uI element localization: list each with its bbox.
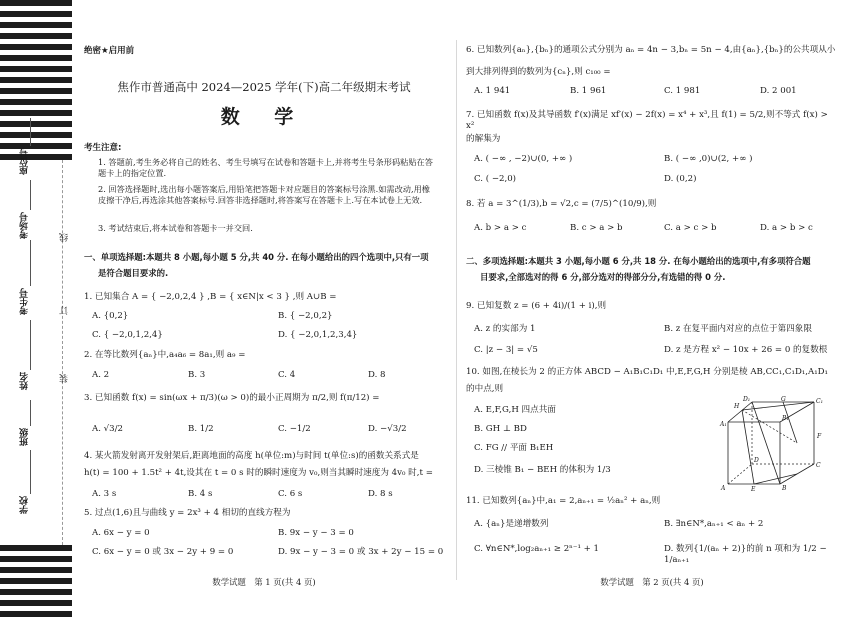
- field-line: [30, 240, 31, 286]
- section1-line2: 是符合题目要求的.: [98, 267, 169, 278]
- vertex-label: B: [782, 485, 787, 492]
- column-divider: [456, 40, 457, 580]
- option: D. 数列{1/(aₙ + 2)}的前 n 项和为 1/2 − 1/aₙ₊₁: [664, 544, 827, 565]
- option: B. { −2,0,2}: [278, 311, 333, 321]
- option: C. FG // 平面 B₁EH: [474, 443, 554, 453]
- option: C. 6x − y = 0 或 3x − 2y + 9 = 0: [92, 547, 234, 557]
- option: A. 6x − y = 0: [92, 528, 150, 538]
- option: D. a > b > c: [760, 223, 813, 233]
- option: D. 2 001: [760, 86, 797, 96]
- option: D. { −2,0,1,2,3,4}: [278, 330, 358, 340]
- option: A. 3 s: [92, 489, 117, 499]
- right-column: [466, 0, 838, 622]
- option: C. 6 s: [278, 489, 303, 499]
- question-stem: 1. 已知集合 A = { −2,0,2,4 } ,B = { x∈N|x < 3 } ,则 A∪B =: [84, 292, 337, 302]
- option: A. {aₙ}是递增数列: [474, 519, 549, 529]
- page-footer: 数学试题 第 1 页(共 4 页): [212, 577, 316, 587]
- option: B. z 在复平面内对应的点位于第四象限: [664, 324, 812, 334]
- question-options: [92, 370, 444, 382]
- section-line: [752, 402, 780, 484]
- question-options: [474, 544, 838, 565]
- vertex-label: C₁: [816, 398, 823, 405]
- question-stem-cont: 到大排列得到的数列为{cₙ},则 c₁₀₀ =: [466, 67, 611, 77]
- question-options: [474, 154, 838, 166]
- section2-line2: 目要求,全部选对的得 6 分,部分选对的得部分分,有选错的得 0 分.: [480, 271, 726, 282]
- option: A. ( −∞ , −2)∪(0, +∞ ): [474, 154, 573, 164]
- question-options: [92, 311, 444, 323]
- question-stem: 9. 已知复数 z = (6 + 4i)/(1 + i),则: [466, 301, 607, 311]
- question-stem: 8. 若 a = 3^(1/3),b = √2,c = (7/5)^(10/9),则: [466, 199, 657, 209]
- option: C. |z − 3| = √5: [474, 345, 538, 355]
- option: C. ( −2,0): [474, 174, 517, 184]
- option: D. 9x − y − 3 = 0 或 3x + 2y − 15 = 0: [278, 547, 444, 557]
- field-line: [30, 118, 31, 146]
- question-stem: 6. 已知数列{aₙ},{bₙ}的通项公式分别为 aₙ = 4n − 3,bₙ = 5n − 4,由{aₙ},{bₙ}的公共项从小: [466, 45, 836, 55]
- question-stem: 11. 已知数列{aₙ}中,a₁ = 2,aₙ₊₁ = ½aₙ² + aₙ,则: [466, 496, 661, 506]
- question-stem-cont: h(t) = 100 + 1.5t² + 4t,设其在 t = 0 s 时的瞬时速度为 v₀,则当其瞬时速度为 4v₀ 时,t =: [84, 468, 433, 478]
- hidden-edge: [728, 464, 752, 484]
- vertex-label: G: [781, 396, 786, 403]
- question-stem: 4. 某火箭发射离开发射架后,距离地面的高度 h(单位:m)与时间 t(单位:s)的函数关系式是: [84, 451, 419, 461]
- question-stem: 10. 如图,在棱长为 2 的正方体 ABCD − A₁B₁C₁D₁ 中,E,F,G,H 分别是棱 AB,CC₁,C₁D₁,A₁D₁: [466, 367, 829, 377]
- option: B. c > a > b: [570, 223, 623, 233]
- question-stem: 5. 过点(1,6)且与曲线 y = 2x³ + 4 相切的直线方程为: [84, 508, 291, 518]
- question-options: [474, 86, 838, 98]
- option: B. 9x − y − 3 = 0: [278, 528, 354, 538]
- option: D. (0,2): [664, 174, 697, 184]
- section1-heading: [84, 250, 429, 282]
- notes-heading: 考生注意:: [84, 143, 122, 153]
- option: A. √3/2: [92, 424, 123, 434]
- option: B. 4 s: [188, 489, 213, 499]
- option: A. E,F,G,H 四点共面: [474, 405, 556, 415]
- field-line: [30, 320, 31, 370]
- note-item: 3. 考试结束后,将本试卷和答题卡一并交回.: [98, 223, 253, 233]
- field-room: 考场号: [20, 212, 30, 239]
- left-column: [84, 0, 444, 622]
- option: A. 1 941: [474, 86, 511, 96]
- question-stem: 2. 在等比数列{aₙ}中,a₄a₆ = 8a₁,则 a₉ =: [84, 350, 246, 360]
- field-line: [30, 180, 31, 210]
- question-options: [474, 519, 838, 531]
- option: A. 2: [92, 370, 110, 380]
- vertex-label: H: [734, 403, 740, 410]
- binding-bars-bottom: [0, 545, 72, 622]
- option: A. b > a > c: [474, 223, 527, 233]
- option: B. ( −∞ ,0)∪(2, +∞ ): [664, 154, 753, 164]
- question-options: [92, 547, 444, 559]
- option: B. GH ⊥ BD: [474, 424, 527, 434]
- option: C. −1/2: [278, 424, 311, 434]
- option: D. 8 s: [368, 489, 393, 499]
- cube-edge: [728, 402, 752, 422]
- option: D. −√3/2: [368, 424, 407, 434]
- secret-label: 绝密★启用前: [84, 46, 135, 56]
- section2-heading: [466, 254, 811, 286]
- section2-line1: 二、多项选择题:本题共 3 小题,每小题 6 分,共 18 分. 在每小题给出的选项中,有多项符合题: [466, 256, 811, 266]
- bind-word-pack: 装: [60, 374, 70, 383]
- vertex-label: E: [751, 486, 756, 492]
- option: B. 1/2: [188, 424, 214, 434]
- question-options: [92, 424, 444, 436]
- option: C. ∀n∈N*,log₂aₙ₊₁ ≥ 2ⁿ⁻¹ + 1: [474, 544, 600, 554]
- question-options: [92, 330, 444, 342]
- option: C. a > c > b: [664, 223, 717, 233]
- option: A. {0,2}: [92, 311, 129, 321]
- option: C. 1 981: [664, 86, 701, 96]
- question-options: [92, 528, 444, 540]
- option: B. 3: [188, 370, 206, 380]
- vertex-label: C: [816, 462, 821, 469]
- vertex-label: A: [721, 485, 726, 492]
- vertex-label: F: [817, 433, 822, 440]
- question-stem-cont: 的中点,则: [466, 384, 504, 394]
- section-line: [783, 402, 797, 443]
- field-class: 班级: [20, 428, 30, 446]
- question-options: [92, 489, 444, 501]
- option: D. 8: [368, 370, 386, 380]
- question-stem: 3. 已知函数 f(x) = sin(ωx + π/3)(ω > 0)的最小正周期为 π/2,则 f(π/12) =: [84, 393, 380, 403]
- binding-cut-line: [62, 160, 63, 545]
- option: B. 1 961: [570, 86, 607, 96]
- option: C. 4: [278, 370, 296, 380]
- question-options: [474, 345, 838, 357]
- question-options: [474, 174, 838, 186]
- section1-line1: 一、单项选择题:本题共 8 小题,每小题 5 分,共 40 分. 在每小题给出的四个选项中,只有一项: [84, 252, 429, 262]
- field-line: [30, 400, 31, 426]
- binding-bars-top: [0, 0, 72, 160]
- field-school: 学校: [20, 496, 30, 514]
- cube-figure: [718, 396, 836, 492]
- question-stem: 7. 已知函数 f(x)及其导函数 f′(x)满足 xf′(x) − 2f(x) = x⁴ + x³,且 f(1) = 5/2,则不等式 f(x) > x²: [466, 110, 828, 131]
- bind-word-order: 订: [60, 306, 70, 315]
- section-line: [754, 474, 797, 484]
- vertex-label: D: [754, 457, 759, 464]
- option: D. 三棱锥 B₁ − BEH 的体积为 1/3: [474, 465, 611, 475]
- field-seat: 座位号: [20, 148, 30, 175]
- option: B. ∃n∈N*,aₙ₊₁ < aₙ + 2: [664, 519, 764, 529]
- note-item: 1. 答题前,考生务必将自己的姓名、考生号填写在试卷和答题卡上,并将考生号条形码粘贴在答题卡上的指定位置.: [98, 157, 433, 179]
- subject-title: 数 学: [220, 106, 308, 128]
- vertex-label: D₁: [743, 396, 751, 403]
- exam-title: 焦作市普通高中 2024—2025 学年(下)高二年级期末考试: [117, 80, 411, 94]
- option: A. z 的实部为 1: [474, 324, 536, 334]
- option: C. { −2,0,1,2,4}: [92, 330, 163, 340]
- field-name: 姓名: [20, 372, 30, 390]
- page-footer: 数学试题 第 2 页(共 4 页): [600, 577, 704, 587]
- question-options: [474, 223, 838, 235]
- vertex-label: B₁: [782, 415, 789, 422]
- question-stem-cont: 的解集为: [466, 134, 501, 144]
- question-options: [474, 324, 838, 336]
- vertex-label: A₁: [720, 421, 727, 428]
- note-item: 2. 回答选择题时,选出每小题答案后,用铅笔把答题卡对应题目的答案标号涂黑.如需改动,用橡皮擦干净后,再选涂其他答案标号.回答非选择题时,将答案写在答题卡上.写在本试卷上无效.: [98, 184, 430, 206]
- bind-word-line: 线: [60, 233, 70, 242]
- field-examnum: 考生号: [20, 288, 30, 315]
- option: D. z 是方程 x² − 10x + 26 = 0 的复数根: [664, 345, 828, 355]
- field-line: [30, 450, 31, 494]
